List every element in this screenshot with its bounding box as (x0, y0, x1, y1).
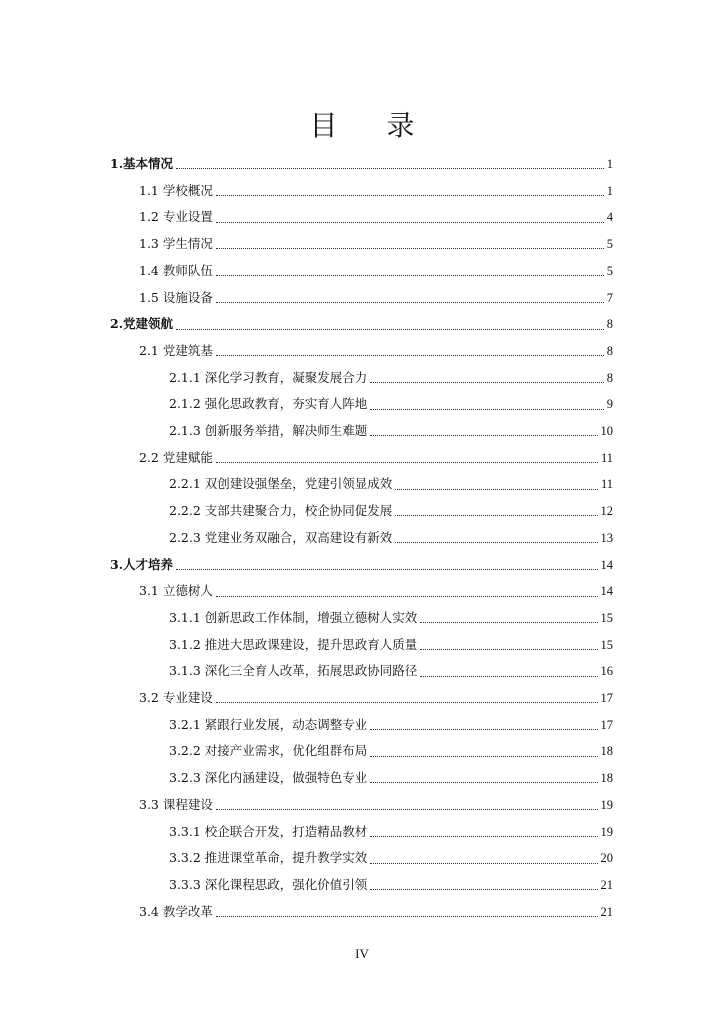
toc-entry[interactable] (169, 632, 613, 659)
toc-entry-page: 11 (600, 450, 613, 465)
dot-leader (370, 835, 597, 837)
toc-entry-page: 11 (600, 477, 613, 492)
toc-entry-label: 2.1.3 创新服务举措，解决师生难题 (169, 423, 368, 439)
dot-leader (216, 461, 598, 463)
toc-entry-label: 2.1.1 深化学习教育，凝聚发展合力 (169, 369, 368, 385)
toc-entry-page: 8 (606, 343, 613, 358)
toc-entry[interactable] (169, 391, 613, 418)
toc-entry-label: 3.3 课程建设 (139, 796, 213, 812)
toc-entry-label: 3.1.2 推进大思政课建设，提升思政育人质量 (169, 636, 418, 652)
toc-entry-page: 14 (600, 557, 613, 572)
toc-entry-page: 5 (606, 237, 613, 252)
toc-entry-page: 9 (606, 397, 613, 412)
toc-entry-page: 8 (606, 370, 613, 385)
toc-entry[interactable] (169, 605, 613, 632)
toc-title: 目 录 (309, 109, 435, 142)
dot-leader (216, 354, 604, 356)
dot-leader (420, 648, 597, 650)
toc-entry[interactable] (169, 819, 613, 846)
dot-leader (370, 381, 603, 383)
toc-entry-label: 3.1.1 创新思政工作体制，增强立德树人实效 (169, 609, 418, 625)
toc-entry-label: 2.党建领航 (110, 316, 174, 332)
toc-entry-page: 1 (606, 157, 613, 172)
dot-leader (176, 328, 604, 330)
dot-leader (370, 755, 597, 757)
toc-entry[interactable] (169, 738, 613, 765)
dot-leader (370, 862, 597, 864)
toc-entry-page: 7 (606, 290, 613, 305)
toc-entry[interactable] (139, 338, 613, 365)
toc-entry[interactable] (169, 525, 613, 552)
toc-entry-label: 1.1 学校概况 (139, 182, 213, 198)
toc-entry-page: 18 (600, 771, 613, 786)
dot-leader (370, 434, 597, 436)
toc-entry-label: 3.3.1 校企联合开发，打造精品教材 (169, 823, 368, 839)
dot-leader (216, 808, 598, 810)
toc-entry-page: 4 (606, 210, 613, 225)
toc-entry[interactable] (139, 578, 613, 605)
toc-entry-label: 2.2.3 党建业务双融合，双高建设有新效 (169, 529, 393, 545)
toc-entry-page: 15 (600, 610, 613, 625)
dot-leader (395, 514, 597, 516)
toc-entry[interactable] (169, 872, 613, 899)
toc-entry[interactable] (169, 498, 613, 525)
toc-entry-label: 2.2.2 支部共建聚合力，校企协同促发展 (169, 503, 393, 519)
toc-entry[interactable] (139, 231, 613, 258)
toc-entry-label: 2.2.1 双创建设强堡垒，党建引领显成效 (169, 476, 393, 492)
toc-entry-page: 19 (600, 824, 613, 839)
toc-entry-page: 15 (600, 637, 613, 652)
toc-entry-page: 19 (600, 797, 613, 812)
page-number: IV (355, 946, 369, 961)
toc-entry-label: 3.2.2 对接产业需求，优化组群布局 (169, 743, 368, 759)
toc-entry-label: 3.1 立德树人 (139, 583, 213, 599)
toc-entry-page: 17 (600, 717, 613, 732)
toc-entry-label: 3.3.3 深化课程思政，强化价值引领 (169, 876, 368, 892)
dot-leader (216, 247, 604, 249)
dot-leader (216, 701, 598, 703)
toc-entry[interactable] (169, 845, 613, 872)
dot-leader (420, 621, 597, 623)
dot-leader (370, 408, 603, 410)
toc-entry[interactable] (169, 712, 613, 739)
toc-entry-label: 1.基本情况 (110, 156, 174, 172)
toc-entry-label: 2.1.2 强化思政教育，夯实育人阵地 (169, 396, 368, 412)
dot-leader (395, 541, 597, 543)
toc-entry-page: 21 (600, 877, 613, 892)
toc-entry[interactable] (139, 285, 613, 312)
dot-leader (216, 194, 604, 196)
toc-entry-page: 1 (606, 183, 613, 198)
toc-entry-label: 1.5 设施设备 (139, 289, 213, 305)
toc-entry-label: 3.人才培养 (110, 556, 174, 572)
toc-entry[interactable] (139, 178, 613, 205)
toc-entry[interactable] (110, 552, 613, 579)
toc-entry-label: 2.2 党建赋能 (139, 449, 213, 465)
toc-entry-label: 3.2.1 紧跟行业发展，动态调整专业 (169, 716, 368, 732)
toc-entry[interactable] (110, 151, 613, 178)
toc-entry[interactable] (139, 685, 613, 712)
toc-entry-page: 18 (600, 744, 613, 759)
toc-entry-page: 16 (600, 664, 613, 679)
dot-leader (216, 221, 604, 223)
toc-entry[interactable] (139, 792, 613, 819)
toc-entry[interactable] (169, 471, 613, 498)
dot-leader (216, 274, 604, 276)
toc-entry-label: 1.4 教师队伍 (139, 262, 213, 278)
toc-entry-page: 17 (600, 691, 613, 706)
toc-entry[interactable] (169, 418, 613, 445)
toc-entry[interactable] (110, 311, 613, 338)
dot-leader (216, 301, 604, 303)
toc-entry-page: 21 (600, 904, 613, 919)
dot-leader (216, 595, 598, 597)
toc-entry-label: 3.3.2 推进课堂革命，提升教学实效 (169, 850, 368, 866)
toc-entry[interactable] (169, 365, 613, 392)
toc-entry-page: 14 (600, 584, 613, 599)
toc-entry-label: 2.1 党建筑基 (139, 342, 213, 358)
dot-leader (395, 488, 598, 490)
toc-entry-label: 3.2 专业建设 (139, 690, 213, 706)
toc-entry-label: 3.4 教学改革 (139, 903, 213, 919)
toc-entry-label: 1.2 专业设置 (139, 209, 213, 225)
toc-entry-label: 3.1.3 深化三全育人改革，拓展思政协同路径 (169, 663, 418, 679)
toc-entry-label: 3.2.3 深化内涵建设，做强特色专业 (169, 770, 368, 786)
toc-entry-page: 8 (606, 317, 613, 332)
toc-entry[interactable] (169, 658, 613, 685)
toc-entry-label: 1.3 学生情况 (139, 236, 213, 252)
toc-entry[interactable] (139, 445, 613, 472)
dot-leader (370, 888, 597, 890)
toc-entry[interactable] (139, 204, 613, 231)
toc-entry[interactable] (139, 899, 613, 926)
toc-entry[interactable] (169, 765, 613, 792)
dot-leader (216, 915, 598, 917)
dot-leader (176, 167, 604, 169)
dot-leader (420, 675, 597, 677)
toc-entry-page: 12 (600, 504, 613, 519)
dot-leader (176, 568, 597, 570)
toc-entry-page: 5 (606, 263, 613, 278)
dot-leader (370, 728, 597, 730)
toc-entry-page: 10 (600, 424, 613, 439)
toc-entry-page: 13 (600, 530, 613, 545)
toc-entry[interactable] (139, 258, 613, 285)
dot-leader (370, 781, 597, 783)
toc-entry-page: 20 (600, 851, 613, 866)
